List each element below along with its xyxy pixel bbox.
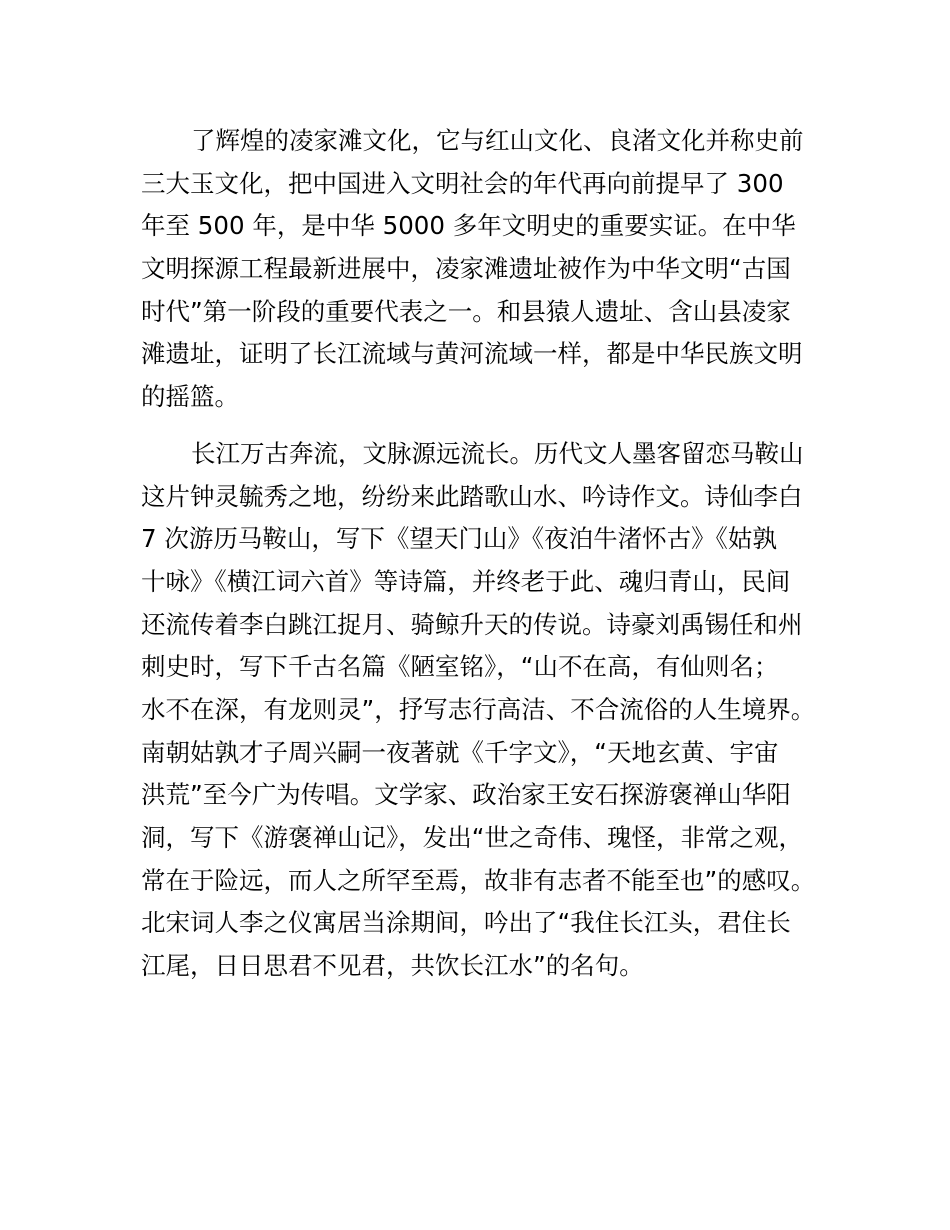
paragraph-1 [141, 120, 821, 419]
text-line: 三大玉文化，把中国进入文明社会的年代再向前提早了 300 [141, 168, 784, 198]
text-line: 年至 500 年，是中华 5000 多年文明史的重要实证。在中华 [141, 211, 796, 241]
text-line: 这片钟灵毓秀之地，纷纷来此踏歌山水、吟诗作文。诗仙李白 [141, 481, 803, 511]
text-line: 十咏》《横江词六首》等诗篇，并终老于此、魂归青山，民间 [141, 566, 791, 596]
text-line: 文明探源工程最新进展中，凌家滩遗址被作为中华文明“古国 [141, 254, 791, 284]
text-line: 江尾，日日思君不见君，共饮长江水”的名句。 [141, 951, 644, 981]
text-line: 还流传着李白跳江捉月、骑鲸升天的传说。诗豪刘禹锡任和州 [141, 609, 803, 639]
text-line: 时代”第一阶段的重要代表之一。和县猿人遗址、含山县凌家 [141, 296, 791, 326]
text-line: 常在于险远，而人之所罕至焉，故非有志者不能至也”的感叹。 [141, 865, 816, 895]
text-line: 长江万古奔流，文脉源远流长。历代文人墨客留恋马鞍山 [191, 438, 804, 468]
text-line: 洪荒”至今广为传唱。文学家、政治家王安石探游褒禅山华阳 [141, 780, 791, 810]
text-line: 了辉煌的凌家滩文化，它与红山文化、良渚文化并称史前 [191, 126, 804, 155]
text-line: 7 次游历马鞍山，写下《望天门山》《夜泊牛渚怀古》《姑孰 [141, 524, 777, 554]
text-line: 洞，写下《游褒禅山记》，发出“世之奇伟、瑰怪，非常之观， [141, 823, 803, 852]
text-line: 的摇篮。 [141, 382, 239, 412]
text-line: 北宋词人李之仪寓居当涂期间，吟出了“我住长江头，君住长 [141, 908, 791, 938]
paragraph-2 [141, 433, 821, 988]
document-page [141, 120, 821, 1002]
text-line: 刺史时，写下千古名篇《陋室铭》，“山不在高，有仙则名； [141, 652, 779, 682]
text-line: 滩遗址，证明了长江流域与黄河流域一样，都是中华民族文明 [141, 339, 803, 369]
text-line: 水不在深，有龙则灵”，抒写志行高洁、不合流俗的人生境界。 [141, 694, 816, 724]
text-line: 南朝姑孰才子周兴嗣一夜著就《千字文》，“天地玄黄、宇宙 [141, 737, 779, 767]
